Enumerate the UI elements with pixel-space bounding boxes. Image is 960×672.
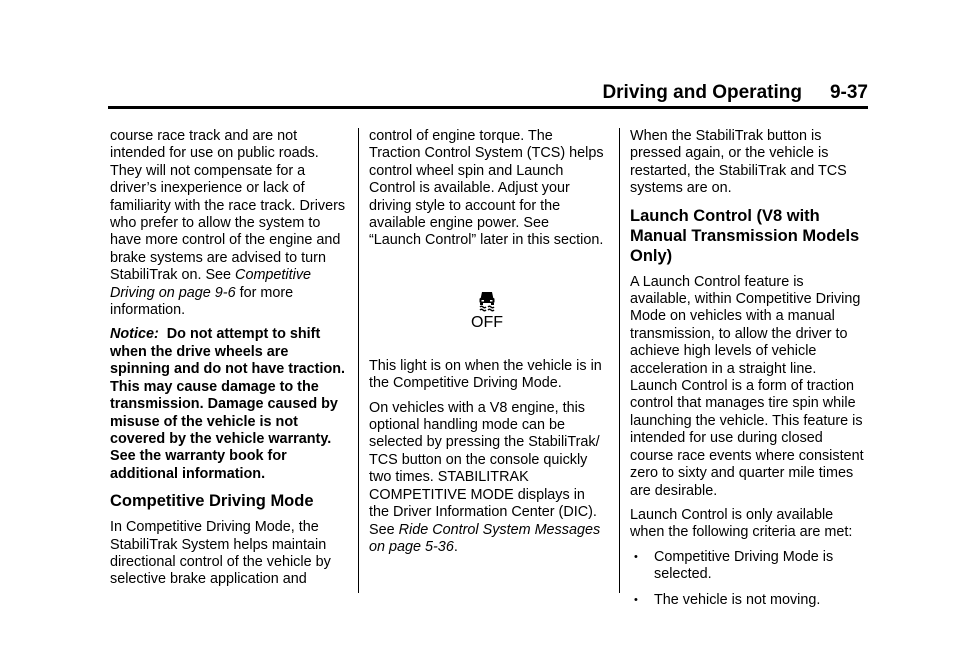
section-heading-launch-control: Launch Control (V8 with Manual Transmission Models Only) <box>630 206 860 265</box>
notice <box>110 326 346 483</box>
column-2 <box>369 128 605 563</box>
paragraph <box>369 400 605 557</box>
paragraph: In Competitive Driving Mode, the StabiliTrak System helps maintain directional control of the vehicle by selective brake application and <box>110 519 331 588</box>
text: for more information. <box>110 284 294 319</box>
list-item: • Competitive Driving Mode is selected. <box>630 549 866 584</box>
section-title: Driving and Operating <box>602 82 802 103</box>
notice-label: Notice: <box>110 326 159 343</box>
cross-reference-link[interactable]: Ride Control System Messages on page 5-36 <box>369 521 601 555</box>
header-rule <box>108 106 868 109</box>
page-header <box>108 80 868 106</box>
list-item: • The vehicle is not moving. <box>630 592 866 609</box>
column-divider-2 <box>619 128 620 593</box>
text: On vehicles with a V8 engine, this optional handling mode can be selected by pressing the StabiliTrak/ TCS button on the console quickly two times. STABILITRAK COMPETITIVE MODE displays in the Driver Information Center (DIC). See <box>369 399 600 538</box>
criteria-list <box>630 549 866 609</box>
stabilitrak-off-indicator <box>369 288 605 332</box>
paragraph <box>110 128 346 319</box>
cross-reference-link[interactable]: Competitive Driving on page 9-6 <box>110 267 312 301</box>
text: course race track and are not intended for use on public roads. They will not compensate for a driver’s inexperience or lack of familiarity with the race track. Drivers who prefer to allow the system to have more control of the engine and brake systems are advised to turn StabiliTrak on. See <box>110 128 346 284</box>
column-1 <box>110 128 346 596</box>
column-3 <box>630 128 866 617</box>
section-heading-competitive-driving: Competitive Driving Mode <box>110 492 314 511</box>
paragraph: control of engine torque. The Traction Control System (TCS) helps control wheel spin and Launch Control is available. Adjust your driving style to account for the available engine power. See “Launch Control” later in this section. <box>369 128 604 249</box>
paragraph: When the StabiliTrak button is pressed again, or the vehicle is restarted, the StabiliTrak and TCS systems are on. <box>630 128 847 197</box>
text: . <box>453 538 458 555</box>
paragraph: A Launch Control feature is available, within Competitive Driving Mode on vehicles with a manual transmission, to allow the driver to achieve high levels of vehicle acceleration in a straight line. Launch Control is a form of traction control that manages tire spin while launching the vehicle. This feature is intended for use during closed course race events where consistent zero to sixty and quarter mile times are desirable. <box>630 273 864 499</box>
page-number: 9-37 <box>829 82 868 103</box>
stabilitrak-off-icon <box>475 288 499 312</box>
paragraph: Launch Control is only available when the following criteria are met: <box>630 506 853 541</box>
paragraph: This light is on when the vehicle is in the Competitive Driving Mode. <box>369 357 602 392</box>
notice-text: Do not attempt to shift when the drive wheels are spinning and do not have traction. This may cause damage to the transmission. Damage caused by misuse of the vehicle is not covered by the vehicle warranty. See the warranty book for additional information. <box>110 326 346 482</box>
column-divider-1 <box>358 128 359 593</box>
icon-off-label: OFF <box>471 313 503 331</box>
